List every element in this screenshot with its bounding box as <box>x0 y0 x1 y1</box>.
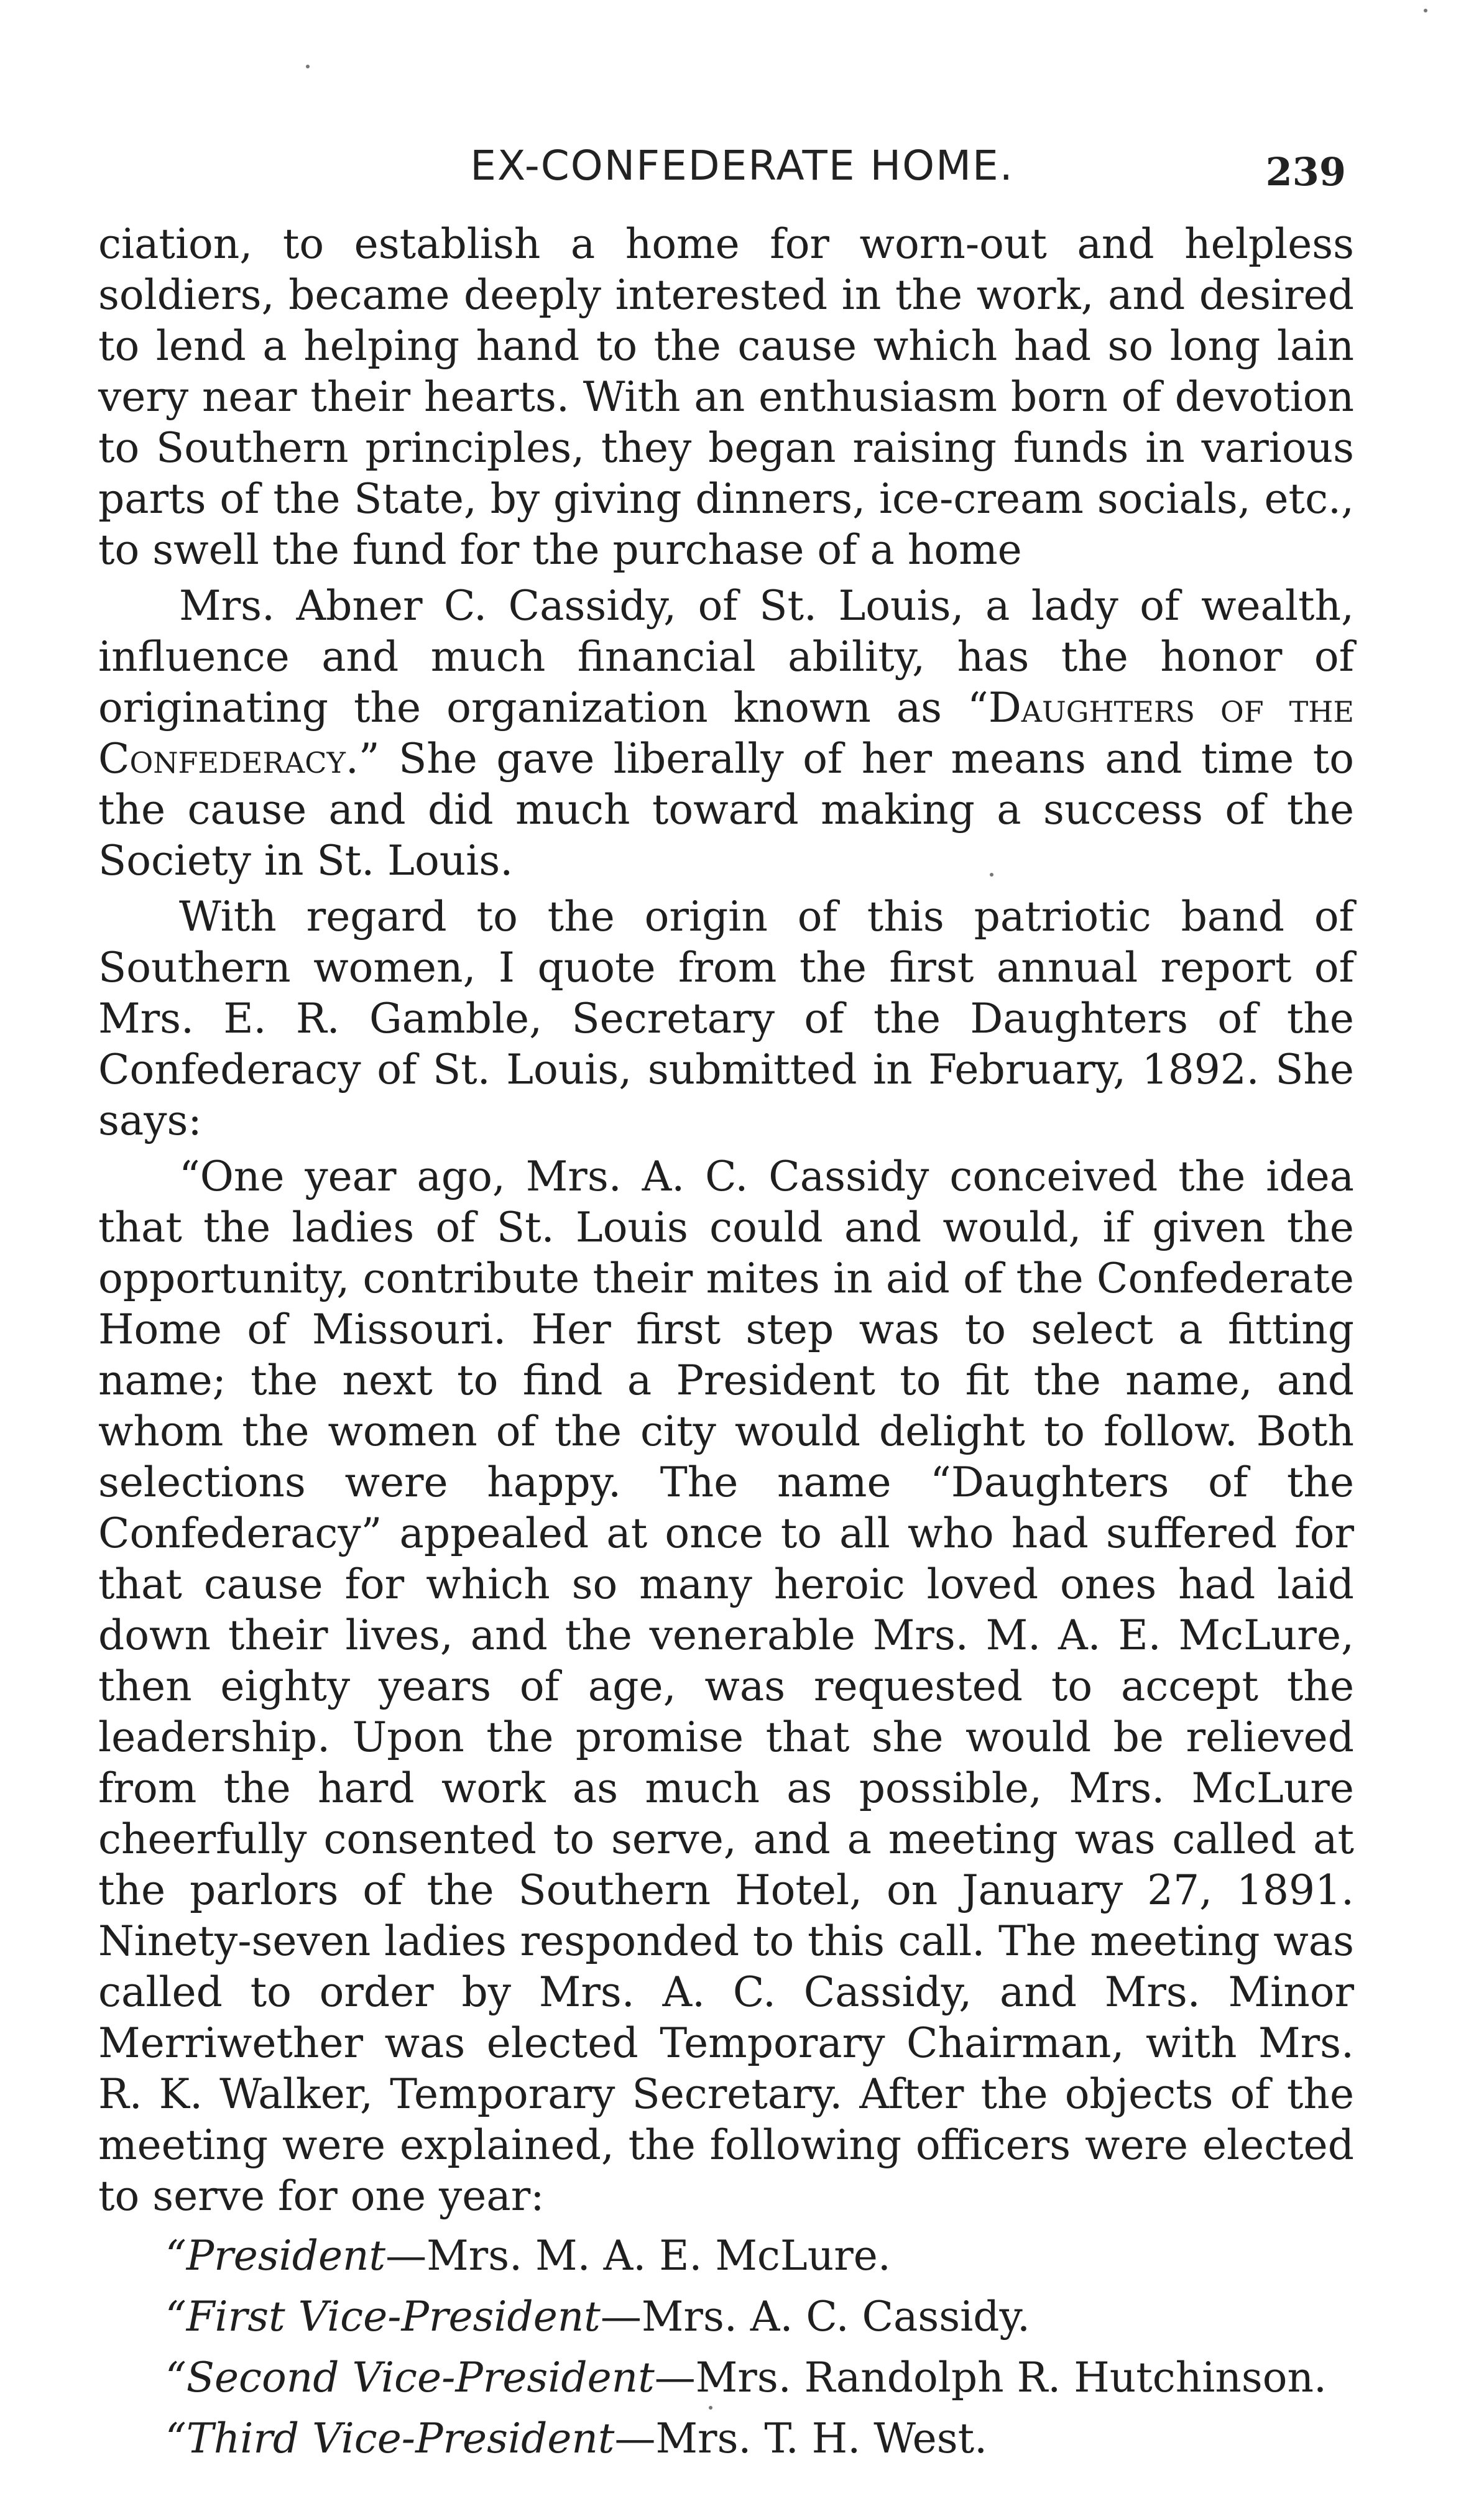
organization-name: Daughters of the Confederacy. <box>98 684 1355 783</box>
paragraph-origin: With regard to the origin of this patriotic band of Southern women, I quote from the first annual report of Mrs. E. R. Gamble, Secretary of the Daughters of the Confederacy of St. Louis, submitted in February, 1892. She says: <box>98 893 1354 1144</box>
officer-name: —Mrs. T. H. West. <box>614 2415 988 2462</box>
officer-role: “Third Vice-President <box>165 2415 615 2462</box>
officer-role: “First Vice-President <box>165 2293 601 2341</box>
body-text <box>98 219 1354 2473</box>
officer-item <box>98 2412 1354 2466</box>
officer-name: —Mrs. A. C. Cassidy. <box>600 2293 1030 2341</box>
officer-list <box>98 2229 1354 2466</box>
paragraph-cassidy <box>98 581 1354 886</box>
page-header <box>0 131 1484 205</box>
paragraph-quote: “One year ago, Mrs. A. C. Cassidy conceived the idea that the ladies of St. Louis could and would, if given the opportunity, contribute their mites in aid of the Confederate Home of Missouri. Her first step was to select a fitting name; the next to find a President to fit the name, and whom the women of the city would delight to follow. Both selections were happy. The name “Daughters of the Confederacy” appealed at once to all who had suffered for that cause for which so many heroic loved ones had laid down their lives, and the venerable Mrs. M. A. E. McLure, then eighty years of age, was requested to accept the leadership. Upon the promise that she would be relieved from the hard work as much as possible, Mrs. McLure cheerfully consented to serve, and a meeting was called at the parlors of the Southern Hotel, on January 27, 1891. Ninety-seven ladies responded to this call. The meeting was called to order by Mrs. A. C. Cassidy, and Mrs. Minor Merriwether was elected Temporary Chairman, with Mrs. R. K. Walker, Temporary Secretary. After the objects of the meeting were explained, the following officers were elected to serve for one year: <box>98 1153 1354 2220</box>
paragraph-continued: ciation, to establish a home for worn-out and helpless soldiers, became deeply interested in the work, and desired to lend a helping hand to the cause which had so long lain very near their hearts. With an enthusiasm born of devotion to Southern principles, they began raising funds in various parts of the State, by giving dinners, ice-cream socials, etc., to swell the fund for the purchase of a home <box>98 220 1354 574</box>
paper-speck <box>1424 9 1427 12</box>
officer-role: “Second Vice-President <box>165 2354 655 2402</box>
running-title: EX-CONFEDERATE HOME. <box>470 142 1014 190</box>
paragraph-cassidy-end: ” She gave liberally of her means and time to the cause and did much toward making a success of the Society in St. Louis. <box>98 735 1354 885</box>
officer-item <box>98 2351 1354 2405</box>
paper-speck <box>990 873 993 877</box>
officer-item <box>98 2229 1354 2283</box>
paper-speck <box>306 65 310 68</box>
paragraph-cassidy-start: Mrs. Abner C. Cassidy, of St. Louis, a lady of wealth, influence and much financial ability, has the honor of originating the organization known as “ <box>98 582 1354 732</box>
page-number: 239 <box>1265 149 1346 195</box>
officer-name: —Mrs. M. A. E. McLure. <box>385 2232 891 2280</box>
officer-role: “President <box>165 2232 386 2280</box>
officer-name: —Mrs. Randolph R. Hutchinson. <box>654 2354 1327 2402</box>
officer-item <box>98 2290 1354 2344</box>
paper-speck <box>709 2406 712 2410</box>
